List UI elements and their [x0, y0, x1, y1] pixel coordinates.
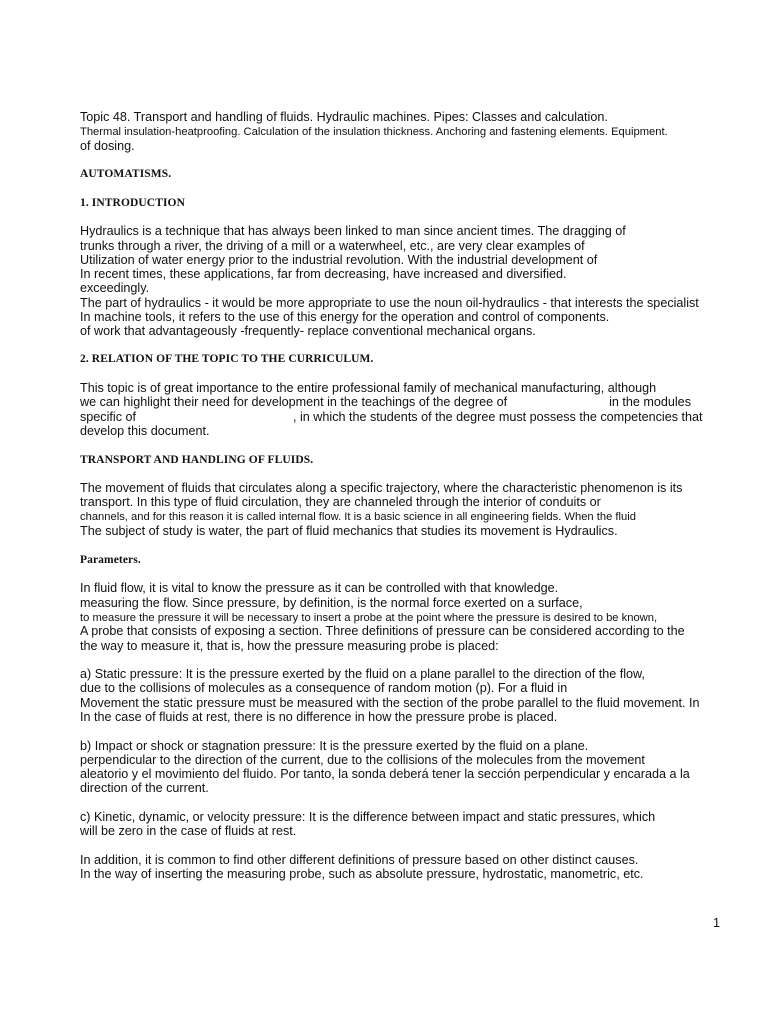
heading-automatisms: AUTOMATISMS. — [80, 168, 172, 180]
title-line-2: Thermal insulation-heatproofing. Calculation of the insulation thickness. Anchoring and fastening elements. Equipment. — [80, 126, 668, 138]
intro-line: exceedingly. — [80, 281, 150, 295]
heading-introduction: 1. INTRODUCTION — [80, 197, 186, 209]
static-pressure-line: due to the collisions of molecules as a consequence of random motion (p). For a fluid in — [80, 681, 568, 695]
static-pressure-line: a) Static pressure: It is the pressure exerted by the fluid on a plane parallel to the direction of the flow, — [80, 667, 645, 681]
static-pressure-line: Movement the static pressure must be measured with the section of the probe parallel to the fluid movement. In — [80, 696, 700, 710]
transport-line: The subject of study is water, the part of fluid mechanics that studies its movement is Hydraulics. — [80, 524, 618, 538]
kinetic-pressure-line: c) Kinetic, dynamic, or velocity pressure: It is the difference between impact and static pressures, which — [80, 810, 656, 824]
impact-pressure-line: b) Impact or shock or stagnation pressure: It is the pressure exerted by the fluid on a plane. — [80, 739, 589, 753]
relation-line — [80, 410, 703, 424]
intro-line: Hydraulics is a technique that has always been linked to man since ancient times. The dragging of — [80, 224, 626, 238]
relation-text: specific of — [80, 410, 136, 424]
closing-line: In the way of inserting the measuring probe, such as absolute pressure, hydrostatic, manometric, etc. — [80, 867, 644, 881]
relation-text: we can highlight their need for development in the teachings of the degree of — [80, 395, 508, 409]
parameters-line: the way to measure it, that is, how the pressure measuring probe is placed: — [80, 639, 499, 653]
kinetic-pressure-line: will be zero in the case of fluids at rest. — [80, 824, 297, 838]
relation-line — [80, 395, 691, 409]
intro-line: The part of hydraulics - it would be more appropriate to use the noun oil-hydraulics - that interests the specialist — [80, 296, 699, 310]
static-pressure-line: In the case of fluids at rest, there is no difference in how the pressure probe is placed. — [80, 710, 558, 724]
transport-line: The movement of fluids that circulates along a specific trajectory, where the characteristic phenomenon is its — [80, 481, 683, 495]
heading-parameters: Parameters. — [80, 554, 141, 566]
parameters-line: A probe that consists of exposing a section. Three definitions of pressure can be considered according to the — [80, 624, 685, 638]
intro-line: In machine tools, it refers to the use of this energy for the operation and control of components. — [80, 310, 610, 324]
page-number: 1 — [713, 916, 721, 930]
relation-text: , in which the students of the degree must possess the competencies that — [293, 410, 703, 424]
title-line-3: of dosing. — [80, 139, 135, 153]
relation-line: develop this document. — [80, 424, 210, 438]
title-line: Topic 48. Transport and handling of fluids. Hydraulic machines. Pipes: Classes and calculation. — [80, 110, 608, 124]
relation-line: This topic is of great importance to the entire professional family of mechanical manufacturing, although — [80, 381, 657, 395]
impact-pressure-line: perpendicular to the direction of the current, due to the collisions of the molecules from the movement — [80, 753, 645, 767]
impact-pressure-line: direction of the current. — [80, 781, 209, 795]
parameters-line: measuring the flow. Since pressure, by definition, is the normal force exerted on a surface, — [80, 596, 583, 610]
parameters-line: to measure the pressure it will be necessary to insert a probe at the point where the pressure is desired to be known, — [80, 612, 658, 624]
closing-line: In addition, it is common to find other different definitions of pressure based on other distinct causes. — [80, 853, 639, 867]
intro-line: In recent times, these applications, far from decreasing, have increased and diversified. — [80, 267, 567, 281]
relation-text: in the modules — [609, 395, 691, 409]
intro-line: of work that advantageously -frequently- replace conventional mechanical organs. — [80, 324, 536, 338]
transport-line: transport. In this type of fluid circulation, they are channeled through the interior of conduits or — [80, 495, 601, 509]
parameters-line: In fluid flow, it is vital to know the pressure as it can be controlled with that knowledge. — [80, 581, 559, 595]
intro-line: Utilization of water energy prior to the industrial revolution. With the industrial development of — [80, 253, 598, 267]
impact-pressure-line: aleatorio y el movimiento del fluido. Por tanto, la sonda deberá tener la sección perpendicular y encarada a la — [80, 767, 690, 781]
transport-line: channels, and for this reason it is called internal flow. It is a basic science in all engineering fields. When the fluid — [80, 511, 636, 523]
heading-transport: TRANSPORT AND HANDLING OF FLUIDS. — [80, 454, 314, 466]
heading-relation: 2. RELATION OF THE TOPIC TO THE CURRICULUM. — [80, 353, 374, 365]
intro-line: trunks through a river, the driving of a mill or a waterwheel, etc., are very clear examples of — [80, 239, 585, 253]
